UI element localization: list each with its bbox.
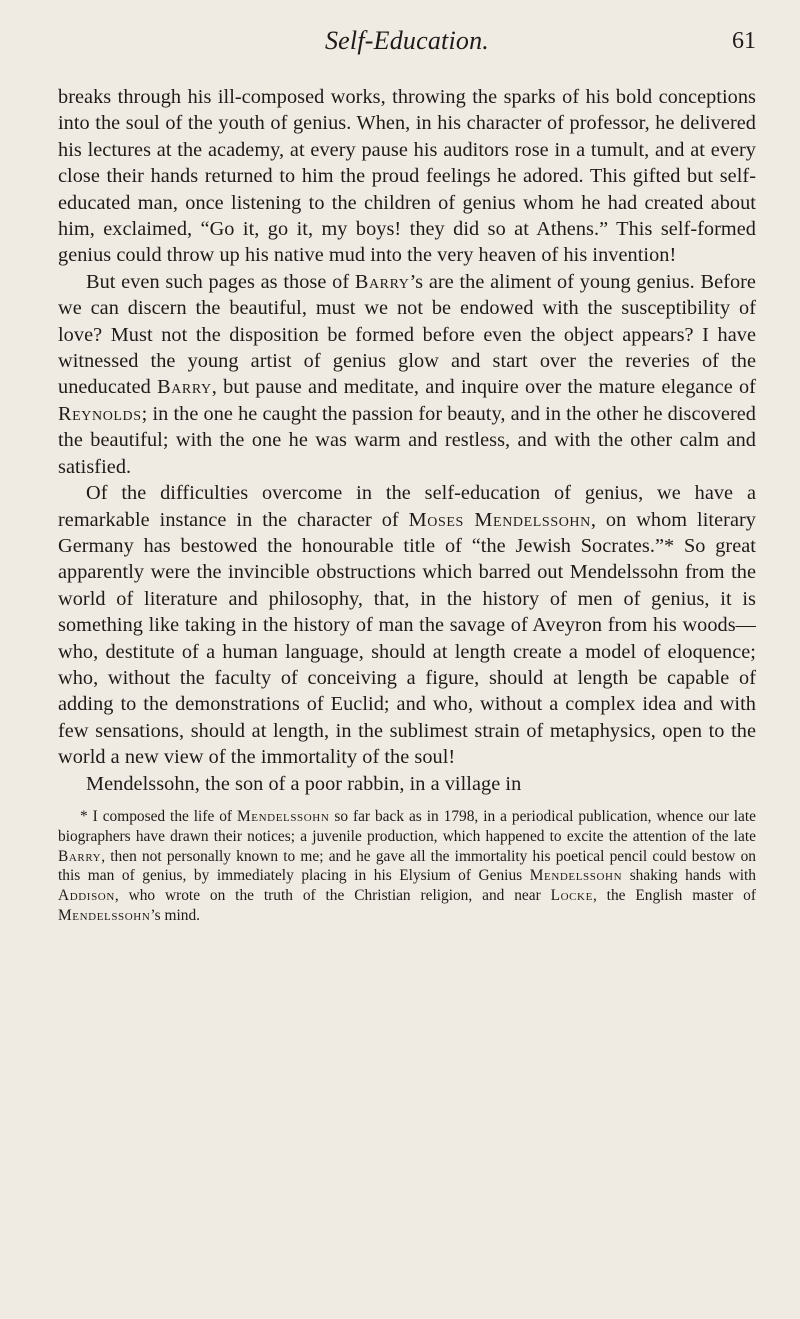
fn-text-c: so far back as in 1798, in a periodical publication, whence our late biographers have drawn their notices; a juvenile production, which happened to excite the attention of the late	[58, 807, 756, 845]
paragraph-2	[58, 269, 756, 480]
p2-text-e: , but pause and meditate, and inquire over the mature elegance of	[211, 376, 756, 399]
running-head	[58, 0, 756, 56]
name-barry: Barry	[354, 270, 410, 293]
fn-text-g: shaking hands with	[622, 867, 756, 885]
fn-text-i: , who wrote on the truth of the Christian religion, and near	[114, 887, 551, 905]
paragraph-3	[58, 480, 756, 770]
fn-text-a: * I composed the life of	[80, 807, 237, 825]
paragraph-1: breaks through his ill-composed works, throwing the sparks of his bold conceptions into the soul of the youth of genius. When, in his character of professor, he delivered his lectures at the academy, at every pause his auditors rose in a tumult, and at every close their hands returned to him the proud feelings he adored. This gifted but self-educated man, once listening to the children of genius whom he had created about him, exclaimed, “Go it, go it, my boys! they did so at Athens.” This self-formed genius could throw up his native mud into the very heaven of his invention!	[58, 86, 756, 267]
running-title: Self-Education.	[324, 26, 489, 55]
name-mendelssohn: Mendelssohn	[237, 807, 330, 825]
footnote	[58, 807, 756, 926]
name-reynolds: Reynolds	[58, 402, 142, 425]
name-locke: Locke	[550, 887, 593, 905]
name-moses-mendelssohn: Moses Mendelssohn	[408, 508, 591, 531]
name-barry: Barry	[58, 847, 102, 865]
fn-text-k: , the English master of	[592, 887, 756, 905]
p3-text-a: Of the difficulties overcome in the self-education of genius, we have a remarkable instance in the character of	[58, 482, 756, 531]
fn-text-m: ’s mind.	[150, 906, 201, 924]
name-mendelssohn: Mendelssohn	[529, 867, 623, 885]
p3-text-c: , on whom literary Germany has bestowed the honourable title of “the Jewish Socrates.”* So great apparently were the invincible obstructions which barred out Mendelssohn from the world of literature and philosophy, that, in the history of men of genius, it is something like taking in the history of man the savage of Aveyron from his woods—who, destitute of a human language, should at length create a model of eloquence; who, without the faculty of conceiving a figure, should at length be capable of adding to the demonstrations of Euclid; and who, without a complex idea and with few sensations, should at length, in the sublimest strain of metaphysics, open to the world a new view of the immortality of the soul!	[58, 508, 756, 769]
p2-text-g: ; in the one he caught the passion for beauty, and in the other he discovered the beautiful; with the one he was warm and restless, and with the other calm and satisfied.	[58, 402, 756, 478]
p2-text-a: But even such pages as those of	[86, 270, 355, 293]
name-mendelssohn: Mendelssohn	[58, 906, 151, 924]
page-number: 61	[732, 28, 756, 54]
name-barry: Barry	[157, 376, 212, 399]
fn-text-e: , then not personally known to me; and he gave all the immortality his poetical pencil could bestow on this man of genius, by immediately placing in his Elysium of Genius	[58, 847, 756, 885]
body-text	[58, 84, 756, 797]
paragraph-4: Mendelssohn, the son of a poor rabbin, in a village in	[86, 772, 522, 795]
p2-text-c: ’s are the aliment of young genius. Before we can discern the beautiful, must we not be endowed with the susceptibility of love? Must not the disposition be formed before even the object appears? I have witnessed the young artist of genius glow and start over the reveries of the uneducated	[58, 270, 756, 399]
name-addison: Addison	[58, 887, 115, 905]
